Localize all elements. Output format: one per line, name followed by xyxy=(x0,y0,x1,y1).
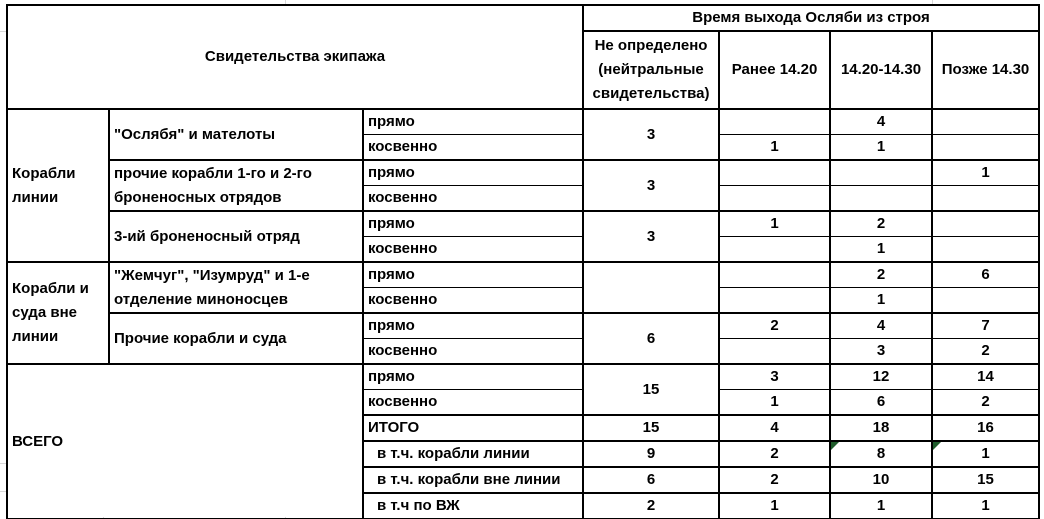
value-earlier xyxy=(719,262,830,288)
value-earlier: 2 xyxy=(719,467,830,493)
value-earlier: 1 xyxy=(719,390,830,416)
value-earlier xyxy=(719,186,830,212)
header-time-title: Время выхода Осляби из строя xyxy=(583,5,1039,31)
value-earlier xyxy=(719,339,830,365)
header-col-undetermined: Не определено (нейтральные свидетельства) xyxy=(583,31,719,109)
value-earlier: 1 xyxy=(719,135,830,161)
value-later: 2 xyxy=(932,339,1039,365)
value-later xyxy=(932,135,1039,161)
subgroup-label-zhemchug: "Жемчуг", "Изумруд" и 1-е отделение миноносцев xyxy=(109,262,363,313)
value-earlier xyxy=(719,237,830,263)
kind-label-indirect: косвенно xyxy=(363,339,583,365)
value-mid: 3 xyxy=(830,339,932,365)
error-indicator-icon xyxy=(933,442,941,450)
incl-ships-of-line-label: в т.ч. корабли линии xyxy=(363,441,583,467)
incl-ships-off-line-label: в т.ч. корабли вне линии xyxy=(363,467,583,493)
value-later: 6 xyxy=(932,262,1039,288)
value-later: 1 xyxy=(932,160,1039,186)
header-col-later: Позже 14.30 xyxy=(932,31,1039,109)
value-later xyxy=(932,237,1039,263)
value-mid: 1 xyxy=(830,135,932,161)
kind-label-direct: прямо xyxy=(363,160,583,186)
value-undetermined: 3 xyxy=(583,160,719,211)
header-crew-testimony: Свидетельства экипажа xyxy=(7,5,583,109)
value-mid: 1 xyxy=(830,493,932,519)
value-mid: 4 xyxy=(830,109,932,135)
kind-label-indirect: косвенно xyxy=(363,186,583,212)
group-label-ships-of-line: Корабли линии xyxy=(7,109,109,262)
kind-label-direct: прямо xyxy=(363,262,583,288)
subgroup-label-oslyabya: "Ослябя" и мателоты xyxy=(109,109,363,160)
total-label: ВСЕГО xyxy=(7,364,363,519)
subgroup-label-third-detachment: 3-ий броненосный отряд xyxy=(109,211,363,262)
value-later: 7 xyxy=(932,313,1039,339)
value-undetermined: 15 xyxy=(583,364,719,415)
value-later xyxy=(932,186,1039,212)
value-later xyxy=(932,288,1039,314)
kind-label-indirect: косвенно xyxy=(363,135,583,161)
value-earlier xyxy=(719,109,830,135)
value-mid: 12 xyxy=(830,364,932,390)
kind-label-direct: прямо xyxy=(363,109,583,135)
value-mid: 4 xyxy=(830,313,932,339)
value-undetermined xyxy=(583,262,719,313)
value-mid: 18 xyxy=(830,415,932,441)
value-earlier: 3 xyxy=(719,364,830,390)
value-mid: 1 xyxy=(830,288,932,314)
value-later: 2 xyxy=(932,390,1039,416)
kind-label-direct: прямо xyxy=(363,313,583,339)
value-mid xyxy=(830,441,932,467)
error-indicator-icon xyxy=(831,442,839,450)
header-col-mid: 14.20-14.30 xyxy=(830,31,932,109)
value-earlier: 2 xyxy=(719,313,830,339)
value-mid xyxy=(830,160,932,186)
value-mid: 1 xyxy=(830,237,932,263)
value-earlier: 4 xyxy=(719,415,830,441)
value-later: 1 xyxy=(932,493,1039,519)
kind-label-indirect: косвенно xyxy=(363,237,583,263)
value-later: 14 xyxy=(932,364,1039,390)
value-earlier: 1 xyxy=(719,493,830,519)
header-col-earlier: Ранее 14.20 xyxy=(719,31,830,109)
value-mid xyxy=(830,186,932,212)
value-mid: 2 xyxy=(830,211,932,237)
value-later: 15 xyxy=(932,467,1039,493)
itogo-label: ИТОГО xyxy=(363,415,583,441)
value-undetermined: 3 xyxy=(583,109,719,160)
value-undetermined: 6 xyxy=(583,313,719,364)
value-earlier xyxy=(719,160,830,186)
value-mid: 2 xyxy=(830,262,932,288)
value-later: 16 xyxy=(932,415,1039,441)
value-earlier: 1 xyxy=(719,211,830,237)
group-label-ships-off-line: Корабли и суда вне линии xyxy=(7,262,109,364)
value-mid: 10 xyxy=(830,467,932,493)
subgroup-label-other-armored: прочие корабли 1-го и 2-го броненосных отрядов xyxy=(109,160,363,211)
value-later-text: 1 xyxy=(981,445,990,462)
value-later xyxy=(932,109,1039,135)
kind-label-indirect: косвенно xyxy=(363,288,583,314)
kind-label-indirect: косвенно xyxy=(363,390,583,416)
subgroup-label-other-ships: Прочие корабли и суда xyxy=(109,313,363,364)
value-later xyxy=(932,441,1039,467)
value-undetermined: 3 xyxy=(583,211,719,262)
value-earlier: 2 xyxy=(719,441,830,467)
kind-label-direct: прямо xyxy=(363,211,583,237)
data-table xyxy=(6,4,1040,519)
value-undetermined: 15 xyxy=(583,415,719,441)
value-earlier xyxy=(719,288,830,314)
value-later xyxy=(932,211,1039,237)
incl-vzh-label: в т.ч по ВЖ xyxy=(363,493,583,519)
value-mid: 6 xyxy=(830,390,932,416)
value-undetermined: 2 xyxy=(583,493,719,519)
value-mid-text: 8 xyxy=(876,445,886,462)
kind-label-direct: прямо xyxy=(363,364,583,390)
value-undetermined: 6 xyxy=(583,467,719,493)
value-undetermined: 9 xyxy=(583,441,719,467)
